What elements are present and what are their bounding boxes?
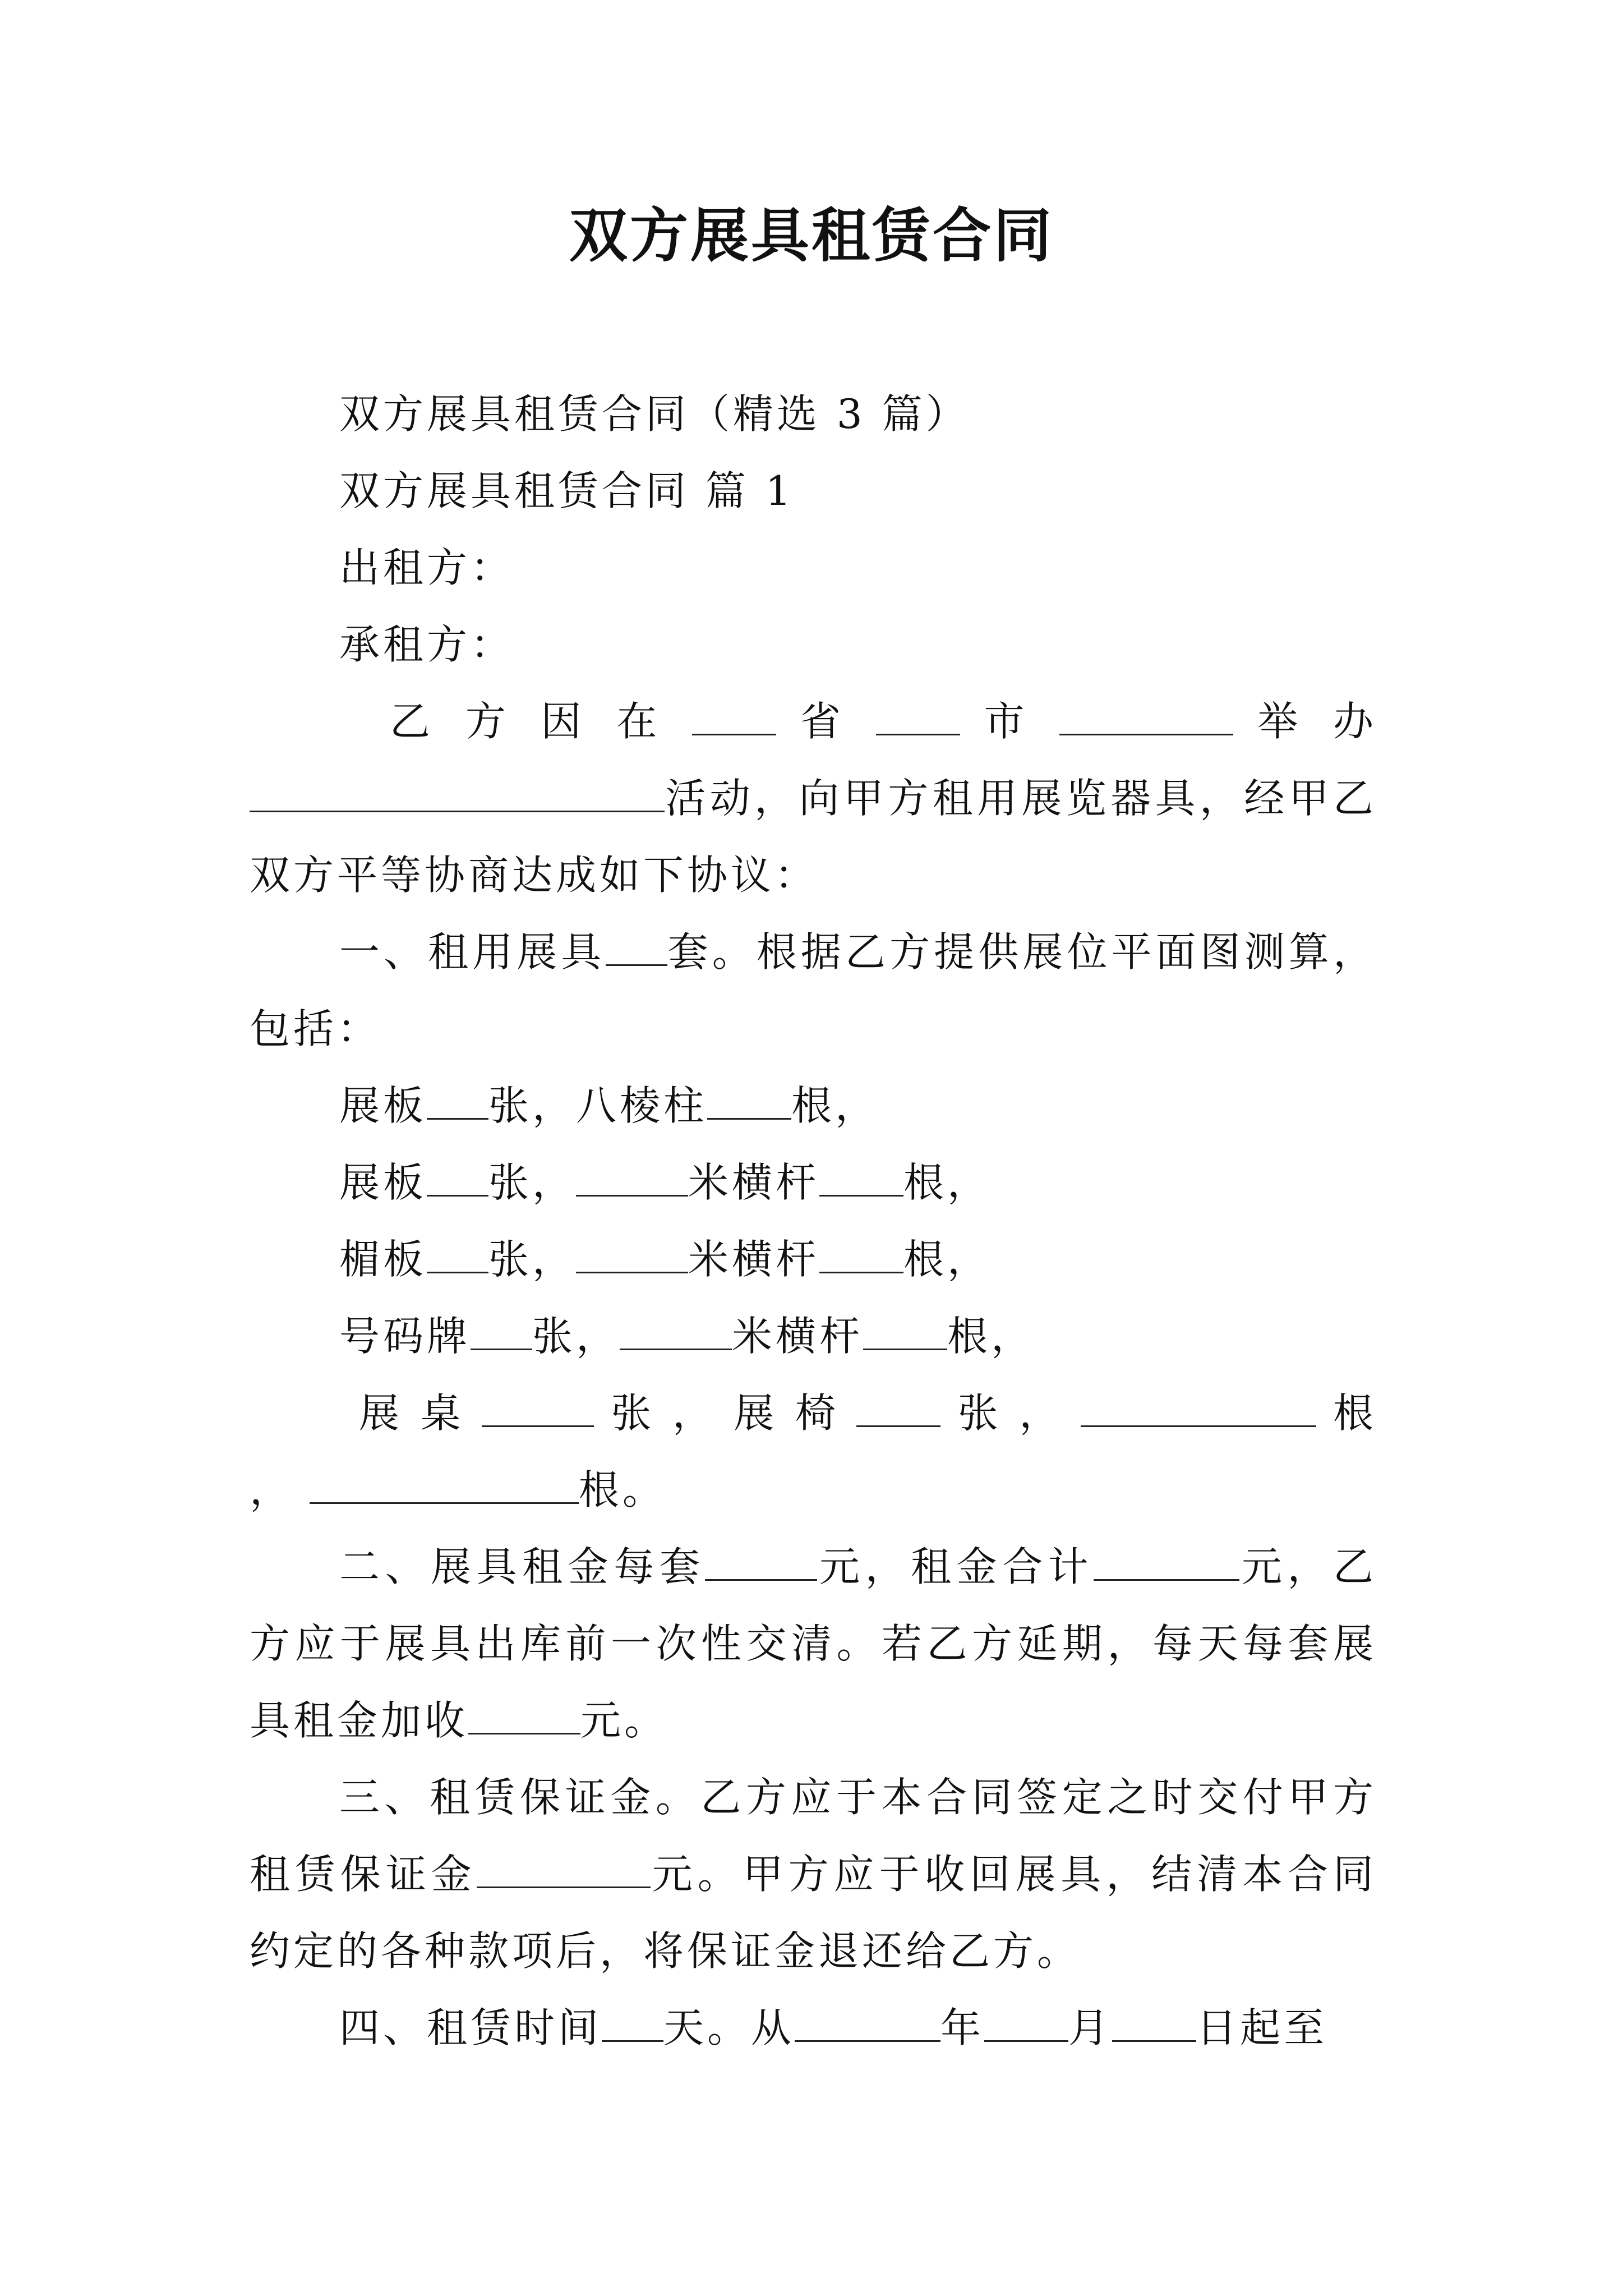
document-title: 双方展具租赁合同 <box>569 201 1054 270</box>
blank-line <box>477 1853 651 1888</box>
blank-line <box>1094 1545 1239 1581</box>
blank-line <box>692 700 776 735</box>
blank-line <box>576 1238 688 1273</box>
blank-line <box>707 1084 791 1120</box>
blank-line <box>468 1699 580 1734</box>
paragraph-item-display-board-2: 展板 张， 米横杆 根， <box>339 1159 992 1206</box>
blank-line <box>1081 1392 1316 1427</box>
blank-line <box>250 777 665 812</box>
blank-line <box>795 2007 940 2042</box>
blank-line <box>705 1545 817 1581</box>
blank-line <box>482 1392 594 1427</box>
paragraph-clause-3: 三、租赁保证金。乙方应于本合同签定之时交付甲方租赁保证金 元。甲方应于收回展具，结清本合同约定的各种款项后，将保证金退还给乙方。 <box>250 1774 1377 1975</box>
blank-line <box>1059 700 1233 735</box>
paragraph-lessee: 承租方： <box>339 621 515 668</box>
paragraph-collection-title: 双方展具租赁合同（精选 3 篇） <box>339 390 970 438</box>
paragraph-item-table-chair: 展 桌 张 ， 展 椅 张 ， 根 ， 根。 <box>250 1389 1377 1513</box>
paragraph-item-lintel-board: 楣板 张， 米横杆 根， <box>339 1236 992 1283</box>
blank-line <box>819 1161 903 1197</box>
blank-line <box>876 700 960 735</box>
blank-line <box>427 1084 488 1120</box>
blank-line <box>984 2007 1068 2042</box>
blank-line <box>427 1238 488 1273</box>
blank-line <box>606 931 667 966</box>
blank-line <box>310 1469 579 1504</box>
blank-line <box>471 1315 532 1350</box>
blank-line <box>856 1392 940 1427</box>
paragraph-clause-2: 二、展具租金每套 元，租金合计 元，乙方应于展具出库前一次性交清。若乙方延期，每天每套展具租金加收 元。 <box>250 1543 1377 1744</box>
paragraph-clause-4: 四、租赁时间 天。从 年 月 日起至 <box>339 2004 1328 2051</box>
paragraph-preamble: 乙 方 因 在 省 市 举 办 活动，向甲方租用展览器具，经甲乙双方平等协商达成如下协议： <box>250 698 1377 899</box>
paragraph-clause-1: 一、租用展具 套。根据乙方提供展位平面图测算，包括： <box>250 928 1377 1052</box>
paragraph-item-display-board: 展板 张，八棱柱 根， <box>339 1082 879 1129</box>
blank-line <box>1112 2007 1196 2042</box>
blank-line <box>427 1161 488 1197</box>
paragraph-contract-heading: 双方展具租赁合同 篇 1 <box>339 467 795 514</box>
blank-line <box>602 2007 663 2042</box>
paragraph-lessor: 出租方： <box>339 544 515 591</box>
blank-line <box>863 1315 947 1350</box>
paragraph-item-number-plate: 号码牌 张， 米横杆 根， <box>339 1313 1035 1360</box>
blank-line <box>620 1315 732 1350</box>
document-body <box>250 376 1377 2067</box>
blank-line <box>576 1161 688 1197</box>
blank-line <box>819 1238 903 1273</box>
